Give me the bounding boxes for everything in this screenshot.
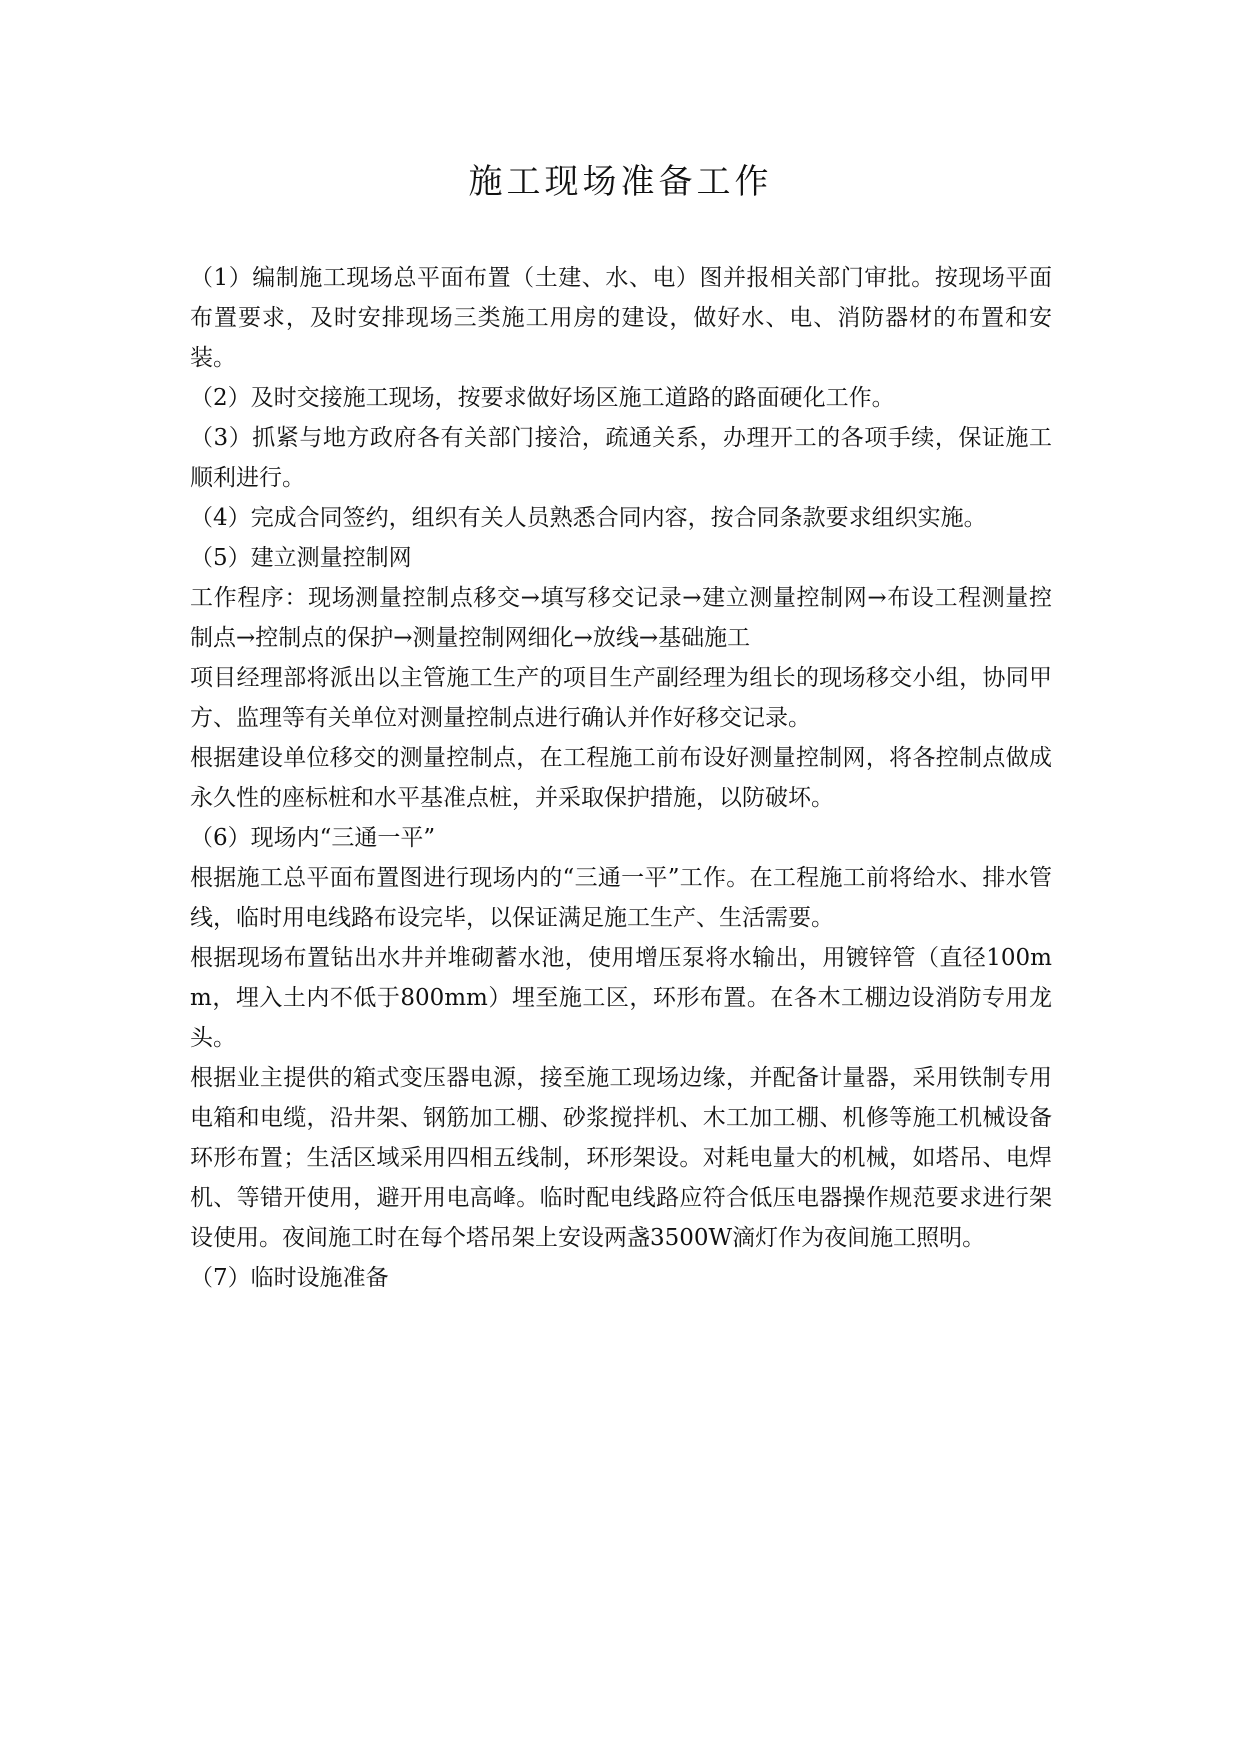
paragraph: 根据建设单位移交的测量控制点，在工程施工前布设好测量控制网，将各控制点做成永久性的座标桩和水平基准点桩，并采取保护措施，以防破坏。 bbox=[190, 745, 1052, 811]
paragraph: （5）建立测量控制网 bbox=[190, 545, 412, 571]
paragraph: （1）编制施工现场总平面布置（土建、水、电）图并报相关部门审批。按现场平面布置要求，及时安排现场三类施工用房的建设，做好水、电、消防器材的布置和安装。 bbox=[190, 265, 1052, 371]
paragraph: 根据现场布置钻出水井并堆砌蓄水池，使用增压泵将水输出，用镀锌管（直径100mm，埋入土内不低于800mm）埋至施工区，环形布置。在各木工棚边设消防专用龙头。 bbox=[190, 945, 1052, 1051]
paragraph: （3）抓紧与地方政府各有关部门接洽，疏通关系，办理开工的各项手续，保证施工顺利进行。 bbox=[190, 425, 1052, 491]
paragraph: （7）临时设施准备 bbox=[190, 1265, 389, 1291]
document-body bbox=[190, 258, 1052, 1298]
paragraph: （6）现场内“三通一平” bbox=[190, 825, 436, 851]
document-title: 施工现场准备工作 bbox=[468, 162, 773, 202]
paragraph: 根据施工总平面布置图进行现场内的“三通一平”工作。在工程施工前将给水、排水管线，临时用电线路布设完毕，以保证满足施工生产、生活需要。 bbox=[190, 865, 1052, 931]
paragraph: （4）完成合同签约，组织有关人员熟悉合同内容，按合同条款要求组织实施。 bbox=[190, 505, 987, 531]
paragraph: 根据业主提供的箱式变压器电源，接至施工现场边缘，并配备计量器，采用铁制专用电箱和电缆，沿井架、钢筋加工棚、砂浆搅拌机、木工加工棚、机修等施工机械设备环形布置；生活区域采用四相五线制，环形架设。对耗电量大的机械，如塔吊、电焊机、等错开使用，避开用电高峰。临时配电线路应符合低压电器操作规范要求进行架设使用。夜间施工时在每个塔吊架上安设两盏3500W滴灯作为夜间施工照明。 bbox=[190, 1065, 1052, 1251]
paragraph: （2）及时交接施工现场，按要求做好场区施工道路的路面硬化工作。 bbox=[190, 385, 895, 411]
paragraph: 工作程序：现场测量控制点移交→填写移交记录→建立测量控制网→布设工程测量控制点→控制点的保护→测量控制网细化→放线→基础施工 bbox=[190, 585, 1052, 651]
paragraph: 项目经理部将派出以主管施工生产的项目生产副经理为组长的现场移交小组，协同甲方、监理等有关单位对测量控制点进行确认并作好移交记录。 bbox=[190, 665, 1052, 731]
